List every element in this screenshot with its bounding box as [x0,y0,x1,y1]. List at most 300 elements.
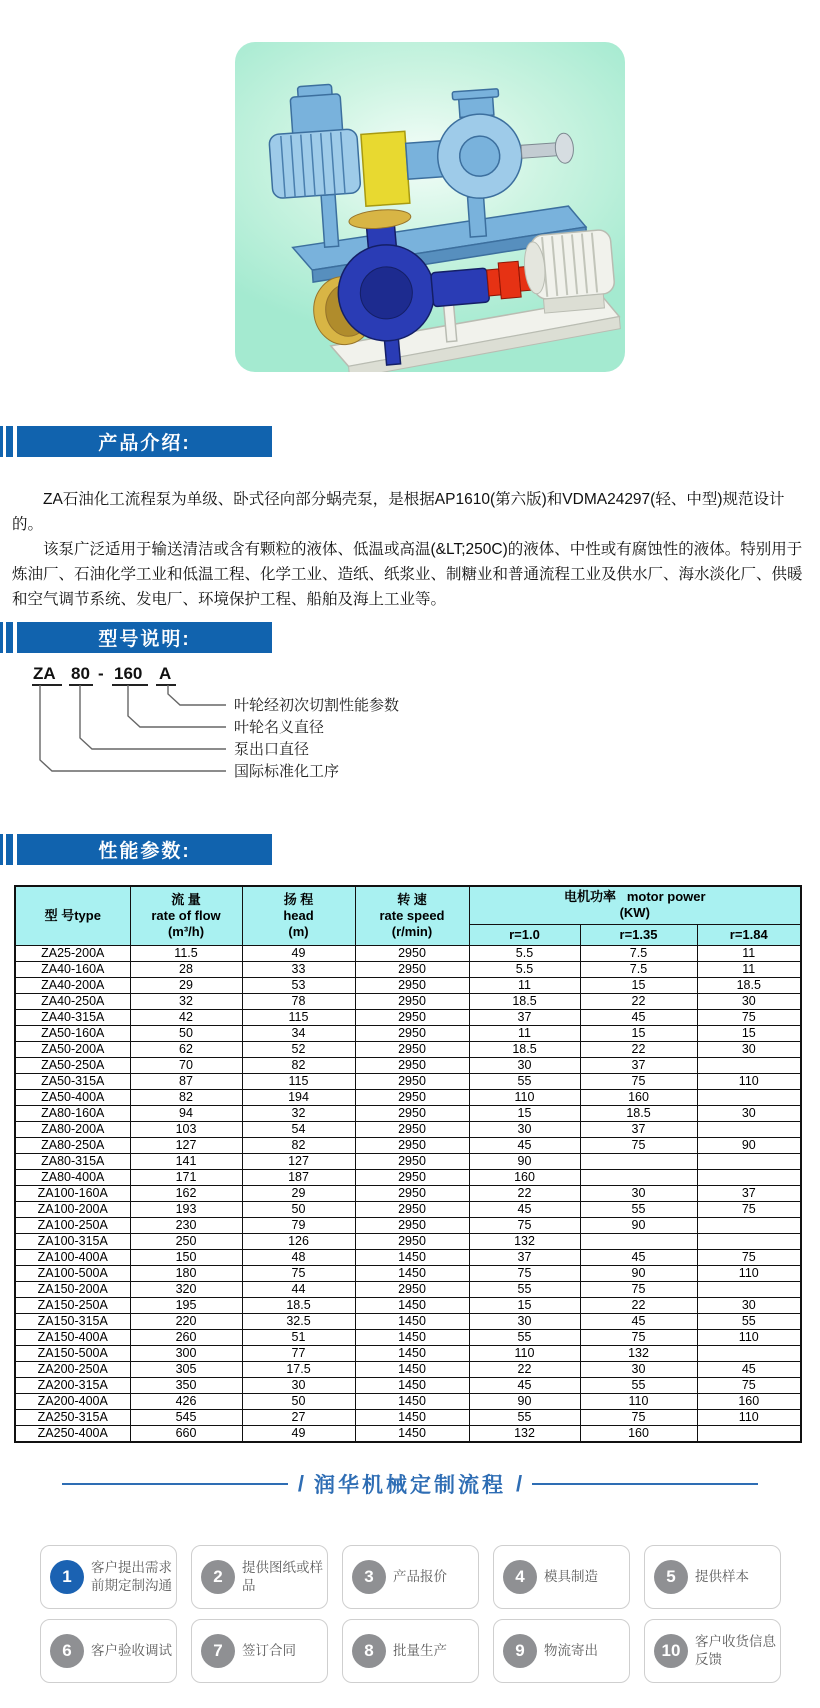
table-cell: ZA150-500A [15,1345,130,1361]
table-row [15,1041,801,1057]
table-cell: 260 [130,1329,242,1345]
table-row [15,1089,801,1105]
step-label: 提供图纸或样品 [242,1560,323,1593]
table-cell: 45 [469,1137,580,1153]
table-row [15,1425,801,1442]
table-cell: 110 [697,1409,801,1425]
section-title-params: 性能参数: [17,834,272,865]
table-row [15,1185,801,1201]
table-cell: 77 [242,1345,355,1361]
table-cell: 30 [242,1377,355,1393]
table-cell: 45 [469,1377,580,1393]
table-row [15,1057,801,1073]
table-cell: 110 [697,1265,801,1281]
table-cell: 30 [469,1121,580,1137]
table-cell: 75 [469,1217,580,1233]
connector-line-80 [80,685,226,749]
flow-step-card [191,1619,328,1683]
table-cell: 78 [242,993,355,1009]
flow-step-card [342,1545,479,1609]
table-row [15,1345,801,1361]
pump-illustration [235,42,625,372]
col-header-flow-cn: 流 量 [171,891,201,907]
table-cell: 5.5 [469,961,580,977]
table-cell [580,1169,697,1185]
table-cell: 110 [469,1089,580,1105]
table-cell: 90 [580,1217,697,1233]
col-header-head-unit: (m) [288,924,309,939]
table-row [15,1233,801,1249]
col-header-flow [130,886,242,945]
table-cell: 30 [697,1041,801,1057]
table-cell: 30 [580,1361,697,1377]
flow-step-card [493,1545,630,1609]
table-cell: 110 [580,1393,697,1409]
step-label: 产品报价 [393,1568,447,1584]
table-cell: 11 [469,1025,580,1041]
step-number-badge: 9 [503,1634,537,1668]
table-cell: 49 [242,945,355,961]
table-cell: 75 [697,1201,801,1217]
table-cell: 2950 [355,1041,469,1057]
step-number-badge: 8 [352,1634,386,1668]
connector-line-a [168,685,226,705]
table-cell: ZA150-400A [15,1329,130,1345]
table-cell: 2950 [355,1025,469,1041]
table-row [15,1393,801,1409]
table-cell: ZA80-250A [15,1137,130,1153]
table-cell: 132 [469,1233,580,1249]
table-cell: 51 [242,1329,355,1345]
bar-decoration [0,426,3,457]
table-cell [697,1345,801,1361]
table-cell: 1450 [355,1361,469,1377]
table-cell: 1450 [355,1425,469,1442]
table-cell: 2950 [355,977,469,993]
table-cell: 29 [242,1185,355,1201]
table-cell: 300 [130,1345,242,1361]
table-cell: 2950 [355,1185,469,1201]
bar-decoration [6,622,13,653]
table-cell: 150 [130,1249,242,1265]
table-cell: 160 [697,1393,801,1409]
table-cell: 15 [580,977,697,993]
table-cell: 75 [580,1409,697,1425]
table-cell [580,1153,697,1169]
table-cell: 37 [469,1009,580,1025]
table-cell: 230 [130,1217,242,1233]
table-row [15,993,801,1009]
table-cell [697,1217,801,1233]
col-header-motor-en: motor power [626,889,706,904]
table-cell: 75 [697,1009,801,1025]
bar-decoration [6,834,13,865]
table-row [15,1329,801,1345]
table-cell: 127 [242,1153,355,1169]
table-row [15,1105,801,1121]
col-header-speed-cn: 转 速 [397,891,427,907]
table-cell [697,1057,801,1073]
model-code-160: 160 [114,664,143,683]
step-number-badge: 2 [201,1560,235,1594]
step-number-badge: 5 [654,1560,688,1594]
flow-step-card [40,1619,177,1683]
table-cell: ZA150-315A [15,1313,130,1329]
table-cell: 2950 [355,1169,469,1185]
table-cell: 75 [469,1265,580,1281]
table-cell: 15 [469,1297,580,1313]
table-cell: 141 [130,1153,242,1169]
bar-decoration [6,426,13,457]
table-cell: 15 [580,1025,697,1041]
flow-step-card [191,1545,328,1609]
col-header-r1: r=1.0 [469,924,580,945]
table-row [15,1073,801,1089]
table-cell: 7.5 [580,945,697,961]
section-header-model [0,622,820,653]
table-cell: 55 [469,1073,580,1089]
table-cell: 2950 [355,1217,469,1233]
table-cell: 94 [130,1105,242,1121]
table-cell: 53 [242,977,355,993]
table-cell: 75 [697,1249,801,1265]
table-row [15,1409,801,1425]
step-number-badge: 1 [50,1560,84,1594]
table-cell: ZA200-315A [15,1377,130,1393]
table-cell: 545 [130,1409,242,1425]
table-cell: ZA200-250A [15,1361,130,1377]
table-cell: 50 [242,1393,355,1409]
table-cell: 305 [130,1361,242,1377]
table-cell: 1450 [355,1313,469,1329]
flow-step-card [644,1619,781,1683]
table-cell: 2950 [355,1009,469,1025]
table-cell: 11 [697,961,801,977]
table-cell: ZA80-160A [15,1105,130,1121]
table-cell: 22 [580,993,697,1009]
table-cell: 11 [697,945,801,961]
table-row [15,1169,801,1185]
step-label: 客户提出需求前期定制沟通 [91,1560,172,1593]
table-cell: ZA150-200A [15,1281,130,1297]
table-cell: 2950 [355,1073,469,1089]
table-row [15,1281,801,1297]
table-cell: ZA40-250A [15,993,130,1009]
table-cell: 45 [580,1249,697,1265]
step-label: 批量生产 [393,1642,447,1658]
table-row [15,977,801,993]
model-label-4: 国际标准化工序 [234,763,340,780]
table-cell: 75 [580,1073,697,1089]
table-cell [697,1169,801,1185]
table-cell: 160 [469,1169,580,1185]
table-cell: 87 [130,1073,242,1089]
table-cell: 2950 [355,961,469,977]
table-cell: ZA50-315A [15,1073,130,1089]
table-cell: 1450 [355,1249,469,1265]
intro-paragraph-2: 该泵广泛适用于输送清洁或含有颗粒的液体、低温或高温(&LT;250C)的液体、中性或有腐蚀性的液体。特别用于炼油厂、石油化学工业和低温工程、化学工业、造纸、纸浆业、制糖业和普通流程工业及供水厂、海水淡化厂、供暖和空气调节系统、发电厂、环境保护工程、船舶及海上工业等。 [12,541,803,608]
table-cell: 1450 [355,1377,469,1393]
table-cell: 30 [580,1185,697,1201]
table-cell: 32.5 [242,1313,355,1329]
table-cell: 32 [242,1105,355,1121]
table-cell: 70 [130,1057,242,1073]
performance-table [14,885,802,1443]
table-cell: 45 [469,1201,580,1217]
table-cell: 1450 [355,1265,469,1281]
table-cell: 22 [469,1361,580,1377]
step-label: 客户验收调试 [91,1642,172,1658]
table-cell: 82 [130,1089,242,1105]
table-cell: 126 [242,1233,355,1249]
model-label-3: 泵出口直径 [234,741,310,758]
performance-table-head [15,886,801,945]
table-cell: 15 [469,1105,580,1121]
model-code-za: ZA [33,664,56,683]
table-cell: 44 [242,1281,355,1297]
table-cell: 75 [242,1265,355,1281]
table-cell [697,1281,801,1297]
table-cell: ZA50-160A [15,1025,130,1041]
model-code-hyphen: - [98,664,104,683]
table-cell [697,1425,801,1442]
table-cell [580,1233,697,1249]
table-cell: 2950 [355,993,469,1009]
title-line-left [62,1483,288,1485]
flow-step-card [342,1619,479,1683]
table-cell: 18.5 [469,1041,580,1057]
table-cell: 37 [697,1185,801,1201]
table-row [15,1249,801,1265]
table-cell: 1450 [355,1409,469,1425]
col-header-motor-unit: (KW) [619,905,650,921]
col-header-motor-cn: 电机功率 [563,889,616,904]
table-row [15,945,801,961]
table-row [15,1377,801,1393]
table-cell: 194 [242,1089,355,1105]
table-cell: ZA200-400A [15,1393,130,1409]
table-cell: 15 [697,1025,801,1041]
connector-line-160 [128,685,226,727]
table-cell: ZA100-160A [15,1185,130,1201]
table-cell: ZA50-200A [15,1041,130,1057]
col-header-speed-unit: (r/min) [391,924,433,939]
table-cell: 22 [469,1185,580,1201]
table-cell: 18.5 [697,977,801,993]
table-cell: 2950 [355,1281,469,1297]
table-cell: 55 [580,1201,697,1217]
table-cell [697,1153,801,1169]
table-cell: 22 [580,1297,697,1313]
table-cell: ZA80-315A [15,1153,130,1169]
step-number-badge: 7 [201,1634,235,1668]
table-cell: ZA100-400A [15,1249,130,1265]
table-cell: ZA250-315A [15,1409,130,1425]
table-cell: 55 [469,1281,580,1297]
table-cell: 103 [130,1121,242,1137]
table-cell: 75 [580,1329,697,1345]
table-cell: 1450 [355,1345,469,1361]
table-cell: 82 [242,1137,355,1153]
table-cell: 2950 [355,1233,469,1249]
table-cell: 55 [580,1377,697,1393]
table-row [15,1121,801,1137]
table-cell: 1450 [355,1393,469,1409]
table-cell: ZA100-200A [15,1201,130,1217]
step-label: 签订合同 [242,1642,296,1658]
table-cell: 75 [580,1281,697,1297]
table-row [15,1153,801,1169]
table-cell: 160 [580,1089,697,1105]
model-label-2: 叶轮名义直径 [234,719,325,736]
table-cell: ZA80-400A [15,1169,130,1185]
table-cell: 7.5 [580,961,697,977]
table-row [15,1361,801,1377]
table-row [15,961,801,977]
table-cell: 426 [130,1393,242,1409]
col-header-motor-power [469,886,801,924]
flow-steps [40,1545,785,1683]
table-cell: 350 [130,1377,242,1393]
table-cell: ZA100-315A [15,1233,130,1249]
step-number-badge: 10 [654,1634,688,1668]
table-cell [697,1121,801,1137]
title-slash-right: / [516,1470,523,1496]
table-cell: 90 [697,1137,801,1153]
col-header-speed [355,886,469,945]
table-cell: 11.5 [130,945,242,961]
table-cell: 34 [242,1025,355,1041]
model-code-diagram [18,661,758,789]
table-cell: 49 [242,1425,355,1442]
table-cell: 33 [242,961,355,977]
table-cell [697,1089,801,1105]
table-cell: 30 [469,1313,580,1329]
flow-title: 润华机械定制流程 [314,1473,506,1497]
table-cell: 50 [130,1025,242,1041]
table-cell: 45 [697,1361,801,1377]
table-cell: 320 [130,1281,242,1297]
table-cell: ZA100-500A [15,1265,130,1281]
table-cell: 11 [469,977,580,993]
table-cell: 2950 [355,1105,469,1121]
col-header-head-cn: 扬 程 [283,891,314,907]
table-row [15,1009,801,1025]
col-header-flow-en: rate of flow [151,907,221,923]
table-cell: 5.5 [469,945,580,961]
table-cell [697,1233,801,1249]
table-cell: 45 [580,1313,697,1329]
table-cell: ZA50-400A [15,1089,130,1105]
performance-table-body [15,945,801,1442]
table-cell: 195 [130,1297,242,1313]
model-label-1: 叶轮经初次切割性能参数 [234,697,400,714]
table-cell: 62 [130,1041,242,1057]
table-cell: 193 [130,1201,242,1217]
col-header-r3: r=1.84 [697,924,801,945]
table-cell: 160 [580,1425,697,1442]
table-cell: 132 [580,1345,697,1361]
step-label: 模具制造 [544,1568,598,1584]
table-cell: 79 [242,1217,355,1233]
table-cell: 28 [130,961,242,977]
table-cell: 127 [130,1137,242,1153]
section-header-intro [0,426,820,457]
table-cell: 48 [242,1249,355,1265]
model-code-a: A [159,664,172,683]
table-cell: ZA50-250A [15,1057,130,1073]
table-cell: 55 [469,1409,580,1425]
flow-step-card [644,1545,781,1609]
table-cell: 180 [130,1265,242,1281]
table-cell: 132 [469,1425,580,1442]
table-cell: 52 [242,1041,355,1057]
table-cell: 162 [130,1185,242,1201]
table-cell: 18.5 [469,993,580,1009]
table-cell: ZA40-160A [15,961,130,977]
table-cell: 220 [130,1313,242,1329]
table-cell: ZA80-200A [15,1121,130,1137]
flow-step-card [40,1545,177,1609]
step-number-badge: 6 [50,1634,84,1668]
intro-text [12,487,810,612]
table-cell: 2950 [355,1153,469,1169]
table-cell: ZA250-400A [15,1425,130,1442]
table-cell: 55 [697,1313,801,1329]
table-cell: 2950 [355,1137,469,1153]
table-cell: 75 [697,1377,801,1393]
table-row [15,1297,801,1313]
table-row [15,1265,801,1281]
table-cell: 660 [130,1425,242,1442]
table-cell: 18.5 [580,1105,697,1121]
intro-paragraph-1: ZA石油化工流程泵为单级、卧式径向部分蜗壳泵，是根据AP1610(第六版)和VDMA24297(轻、中型)规范设计的。 [12,491,785,533]
table-row [15,1313,801,1329]
title-line-right [532,1483,758,1485]
col-header-model: 型 号type [15,886,130,945]
col-header-head [242,886,355,945]
connector-line-za [40,685,226,771]
table-cell: 17.5 [242,1361,355,1377]
col-header-flow-unit: (m³/h) [167,924,205,939]
table-cell: 45 [580,1009,697,1025]
table-cell: 2950 [355,1121,469,1137]
table-cell: 115 [242,1009,355,1025]
table-cell: ZA40-200A [15,977,130,993]
col-header-r2: r=1.35 [580,924,697,945]
step-number-badge: 4 [503,1560,537,1594]
step-number-badge: 3 [352,1560,386,1594]
table-cell: 90 [580,1265,697,1281]
table-cell: 27 [242,1409,355,1425]
model-code-80: 80 [71,664,90,683]
table-cell: 30 [697,993,801,1009]
table-cell: 37 [469,1249,580,1265]
table-cell: ZA150-250A [15,1297,130,1313]
product-photo [235,42,625,372]
table-cell: 90 [469,1393,580,1409]
table-row [15,1217,801,1233]
table-cell: 55 [469,1329,580,1345]
flow-title-row [62,1469,758,1499]
table-cell: 2950 [355,1201,469,1217]
table-cell: ZA40-315A [15,1009,130,1025]
table-row [15,1201,801,1217]
table-cell: 110 [697,1073,801,1089]
table-cell: 90 [469,1153,580,1169]
table-cell: 2950 [355,1089,469,1105]
step-label: 提供样本 [695,1568,749,1584]
